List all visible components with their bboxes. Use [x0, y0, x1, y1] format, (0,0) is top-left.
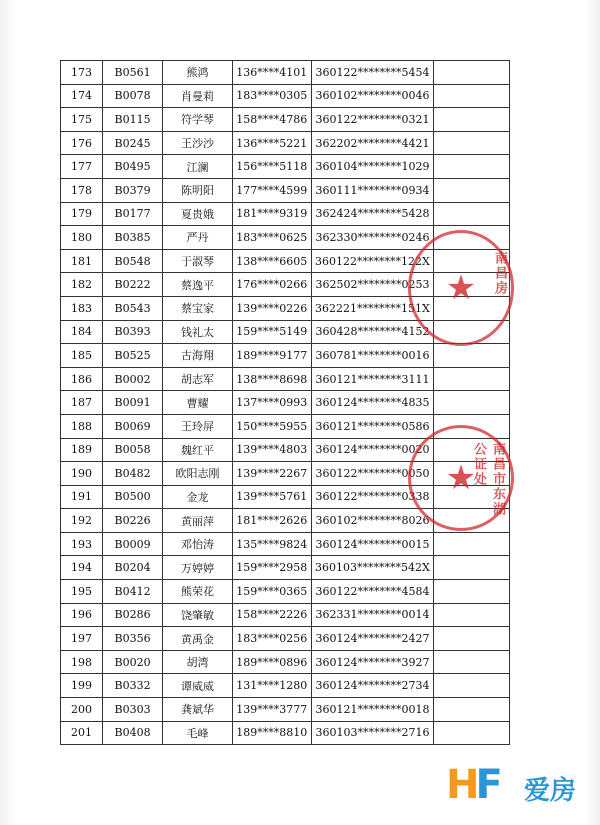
applicant-code-cell: B0020 [103, 650, 163, 674]
table-row [61, 296, 510, 320]
name-cell: 符学琴 [163, 108, 233, 132]
id-number-cell: 360121********0586 [311, 414, 434, 438]
name-cell: 严丹 [163, 226, 233, 250]
remark-cell [434, 367, 510, 391]
name-cell: 王玲屏 [163, 414, 233, 438]
name-cell: 龚斌华 [163, 698, 233, 722]
row-number-cell: 191 [61, 485, 103, 509]
logo-text: 爱房 [524, 776, 577, 806]
name-cell: 蔡宝家 [163, 296, 233, 320]
row-number-cell: 190 [61, 462, 103, 486]
id-number-cell: 362221********151X [311, 296, 434, 320]
phone-cell: 131****1280 [232, 674, 311, 698]
id-number-cell: 360102********8026 [311, 509, 434, 533]
name-cell: 黄丽萍 [163, 509, 233, 533]
table-row [61, 131, 510, 155]
row-number-cell: 194 [61, 556, 103, 580]
name-cell: 饶肇敏 [163, 603, 233, 627]
table-row [61, 556, 510, 580]
name-cell: 谭威威 [163, 674, 233, 698]
remark-cell [434, 131, 510, 155]
phone-cell: 138****6605 [232, 249, 311, 273]
remark-cell [434, 320, 510, 344]
phone-cell: 138****8698 [232, 367, 311, 391]
id-number-cell: 360122********0050 [311, 462, 434, 486]
phone-cell: 158****4786 [232, 108, 311, 132]
row-number-cell: 200 [61, 698, 103, 722]
phone-cell: 135****9824 [232, 532, 311, 556]
name-cell: 古海翔 [163, 344, 233, 368]
table-row [61, 603, 510, 627]
remark-cell [434, 108, 510, 132]
remark-cell [434, 580, 510, 604]
logo-mark-icon: HF [446, 762, 499, 808]
phone-cell: 139****5761 [232, 485, 311, 509]
row-number-cell: 193 [61, 532, 103, 556]
name-cell: 于淑琴 [163, 249, 233, 273]
name-cell: 万婷婷 [163, 556, 233, 580]
applicant-code-cell: B0303 [103, 698, 163, 722]
applicant-code-cell: B0412 [103, 580, 163, 604]
remark-cell [434, 414, 510, 438]
table-row [61, 438, 510, 462]
id-number-cell: 362202********4421 [311, 131, 434, 155]
table-row [61, 344, 510, 368]
id-number-cell: 360103********2716 [311, 721, 434, 745]
phone-cell: 181****9319 [232, 202, 311, 226]
applicant-code-cell: B0548 [103, 249, 163, 273]
name-cell: 魏红平 [163, 438, 233, 462]
seal-text-top: 南昌房 [492, 251, 507, 296]
table-row [61, 698, 510, 722]
remark-cell [434, 721, 510, 745]
phone-cell: 139****3777 [232, 698, 311, 722]
applicant-code-cell: B0069 [103, 414, 163, 438]
applicant-code-cell: B0009 [103, 532, 163, 556]
name-cell: 胡湾 [163, 650, 233, 674]
table-row [61, 580, 510, 604]
table-row [61, 249, 510, 273]
applicant-code-cell: B0332 [103, 674, 163, 698]
row-number-cell: 196 [61, 603, 103, 627]
applicant-code-cell: B0058 [103, 438, 163, 462]
applicant-code-cell: B0002 [103, 367, 163, 391]
row-number-cell: 192 [61, 509, 103, 533]
row-number-cell: 198 [61, 650, 103, 674]
id-number-cell: 360122********4584 [311, 580, 434, 604]
remark-cell [434, 627, 510, 651]
id-number-cell: 360102********0046 [311, 84, 434, 108]
phone-cell: 183****0256 [232, 627, 311, 651]
applicant-code-cell: B0204 [103, 556, 163, 580]
remark-cell [434, 296, 510, 320]
applicant-code-cell: B0245 [103, 131, 163, 155]
phone-cell: 189****8810 [232, 721, 311, 745]
phone-cell: 159****2958 [232, 556, 311, 580]
row-number-cell: 176 [61, 131, 103, 155]
id-number-cell: 360122********0338 [311, 485, 434, 509]
phone-cell: 137****0993 [232, 391, 311, 415]
remark-cell [434, 485, 510, 509]
row-number-cell: 201 [61, 721, 103, 745]
applicant-code-cell: B0091 [103, 391, 163, 415]
row-number-cell: 187 [61, 391, 103, 415]
table-row [61, 414, 510, 438]
applicant-code-cell: B0393 [103, 320, 163, 344]
id-number-cell: 360121********0018 [311, 698, 434, 722]
phone-cell: 139****2267 [232, 462, 311, 486]
name-cell: 熊荣花 [163, 580, 233, 604]
name-cell: 肖曼莉 [163, 84, 233, 108]
remark-cell [434, 603, 510, 627]
id-number-cell: 360124********0020 [311, 438, 434, 462]
id-number-cell: 360111********0934 [311, 178, 434, 202]
phone-cell: 150****5955 [232, 414, 311, 438]
id-number-cell: 360122********122X [311, 249, 434, 273]
row-number-cell: 189 [61, 438, 103, 462]
name-cell: 江澜 [163, 155, 233, 179]
id-number-cell: 360122********0321 [311, 108, 434, 132]
row-number-cell: 182 [61, 273, 103, 297]
id-number-cell: 360428********4152 [311, 320, 434, 344]
remark-cell [434, 698, 510, 722]
applicant-code-cell: B0543 [103, 296, 163, 320]
remark-cell [434, 556, 510, 580]
name-cell: 陈明阳 [163, 178, 233, 202]
remark-cell [434, 202, 510, 226]
row-number-cell: 188 [61, 414, 103, 438]
id-number-cell: 362502********0253 [311, 273, 434, 297]
applicant-code-cell: B0408 [103, 721, 163, 745]
applicant-code-cell: B0561 [103, 61, 163, 85]
applicant-code-cell: B0226 [103, 509, 163, 533]
applicant-code-cell: B0385 [103, 226, 163, 250]
applicant-code-cell: B0495 [103, 155, 163, 179]
row-number-cell: 185 [61, 344, 103, 368]
id-number-cell: 362330********0246 [311, 226, 434, 250]
applicant-code-cell: B0500 [103, 485, 163, 509]
remark-cell [434, 650, 510, 674]
remark-cell [434, 178, 510, 202]
table-row [61, 462, 510, 486]
phone-cell: 189****9177 [232, 344, 311, 368]
phone-cell: 139****4803 [232, 438, 311, 462]
name-cell: 胡志军 [163, 367, 233, 391]
remark-cell [434, 273, 510, 297]
name-cell: 邓怡涛 [163, 532, 233, 556]
name-cell: 金龙 [163, 485, 233, 509]
table-row [61, 273, 510, 297]
seal-text-notary: 南昌市东湖公证处 [471, 442, 505, 517]
phone-cell: 139****0226 [232, 296, 311, 320]
row-number-cell: 195 [61, 580, 103, 604]
remark-cell [434, 438, 510, 462]
remark-cell [434, 61, 510, 85]
phone-cell: 158****2226 [232, 603, 311, 627]
phone-cell: 176****0266 [232, 273, 311, 297]
id-number-cell: 360124********4835 [311, 391, 434, 415]
remark-cell [434, 226, 510, 250]
table-row [61, 721, 510, 745]
remark-cell [434, 674, 510, 698]
phone-cell: 189****0896 [232, 650, 311, 674]
table-row [61, 674, 510, 698]
phone-cell: 136****4101 [232, 61, 311, 85]
id-number-cell: 360124********2734 [311, 674, 434, 698]
table-row [61, 627, 510, 651]
table-row [61, 532, 510, 556]
applicant-code-cell: B0356 [103, 627, 163, 651]
id-number-cell: 360781********0016 [311, 344, 434, 368]
row-number-cell: 197 [61, 627, 103, 651]
name-cell: 黄禹金 [163, 627, 233, 651]
remark-cell [434, 391, 510, 415]
table-row [61, 84, 510, 108]
row-number-cell: 178 [61, 178, 103, 202]
table-row [61, 391, 510, 415]
table-row [61, 650, 510, 674]
table-row [61, 367, 510, 391]
row-number-cell: 177 [61, 155, 103, 179]
id-number-cell: 362424********5428 [311, 202, 434, 226]
row-number-cell: 183 [61, 296, 103, 320]
name-cell: 王沙沙 [163, 131, 233, 155]
applicant-code-cell: B0078 [103, 84, 163, 108]
watermark-logo [446, 760, 596, 808]
phone-cell: 159****5149 [232, 320, 311, 344]
row-number-cell: 175 [61, 108, 103, 132]
applicant-code-cell: B0482 [103, 462, 163, 486]
remark-cell [434, 462, 510, 486]
phone-cell: 177****4599 [232, 178, 311, 202]
row-number-cell: 179 [61, 202, 103, 226]
id-number-cell: 360124********2427 [311, 627, 434, 651]
applicant-code-cell: B0379 [103, 178, 163, 202]
phone-cell: 136****5221 [232, 131, 311, 155]
table-row [61, 485, 510, 509]
name-cell: 夏贵娥 [163, 202, 233, 226]
lottery-result-table [60, 60, 510, 745]
remark-cell [434, 509, 510, 533]
table-row [61, 108, 510, 132]
row-number-cell: 173 [61, 61, 103, 85]
table-row [61, 509, 510, 533]
phone-cell: 156****5118 [232, 155, 311, 179]
row-number-cell: 181 [61, 249, 103, 273]
id-number-cell: 360121********3111 [311, 367, 434, 391]
row-number-cell: 174 [61, 84, 103, 108]
table-row [61, 61, 510, 85]
id-number-cell: 362331********0014 [311, 603, 434, 627]
remark-cell [434, 155, 510, 179]
id-number-cell: 360124********3927 [311, 650, 434, 674]
remark-cell [434, 249, 510, 273]
applicant-code-cell: B0177 [103, 202, 163, 226]
name-cell: 蔡逸平 [163, 273, 233, 297]
name-cell: 熊鸿 [163, 61, 233, 85]
id-number-cell: 360104********1029 [311, 155, 434, 179]
name-cell: 毛峰 [163, 721, 233, 745]
applicant-code-cell: B0115 [103, 108, 163, 132]
applicant-code-cell: B0222 [103, 273, 163, 297]
phone-cell: 159****0365 [232, 580, 311, 604]
phone-cell: 183****0305 [232, 84, 311, 108]
id-number-cell: 360122********5454 [311, 61, 434, 85]
applicant-code-cell: B0286 [103, 603, 163, 627]
remark-cell [434, 532, 510, 556]
row-number-cell: 199 [61, 674, 103, 698]
table-row [61, 178, 510, 202]
row-number-cell: 180 [61, 226, 103, 250]
name-cell: 欧阳志刚 [163, 462, 233, 486]
id-number-cell: 360124********0015 [311, 532, 434, 556]
table-row [61, 202, 510, 226]
remark-cell [434, 84, 510, 108]
applicant-code-cell: B0525 [103, 344, 163, 368]
phone-cell: 181****2626 [232, 509, 311, 533]
table-row [61, 155, 510, 179]
seal-star-icon: ★ [445, 458, 477, 498]
row-number-cell: 186 [61, 367, 103, 391]
name-cell: 曹耀 [163, 391, 233, 415]
row-number-cell: 184 [61, 320, 103, 344]
remark-cell [434, 344, 510, 368]
seal-star-icon: ★ [445, 268, 477, 308]
name-cell: 钱礼太 [163, 320, 233, 344]
table-row [61, 320, 510, 344]
table-row [61, 226, 510, 250]
phone-cell: 183****0625 [232, 226, 311, 250]
id-number-cell: 360103********542X [311, 556, 434, 580]
